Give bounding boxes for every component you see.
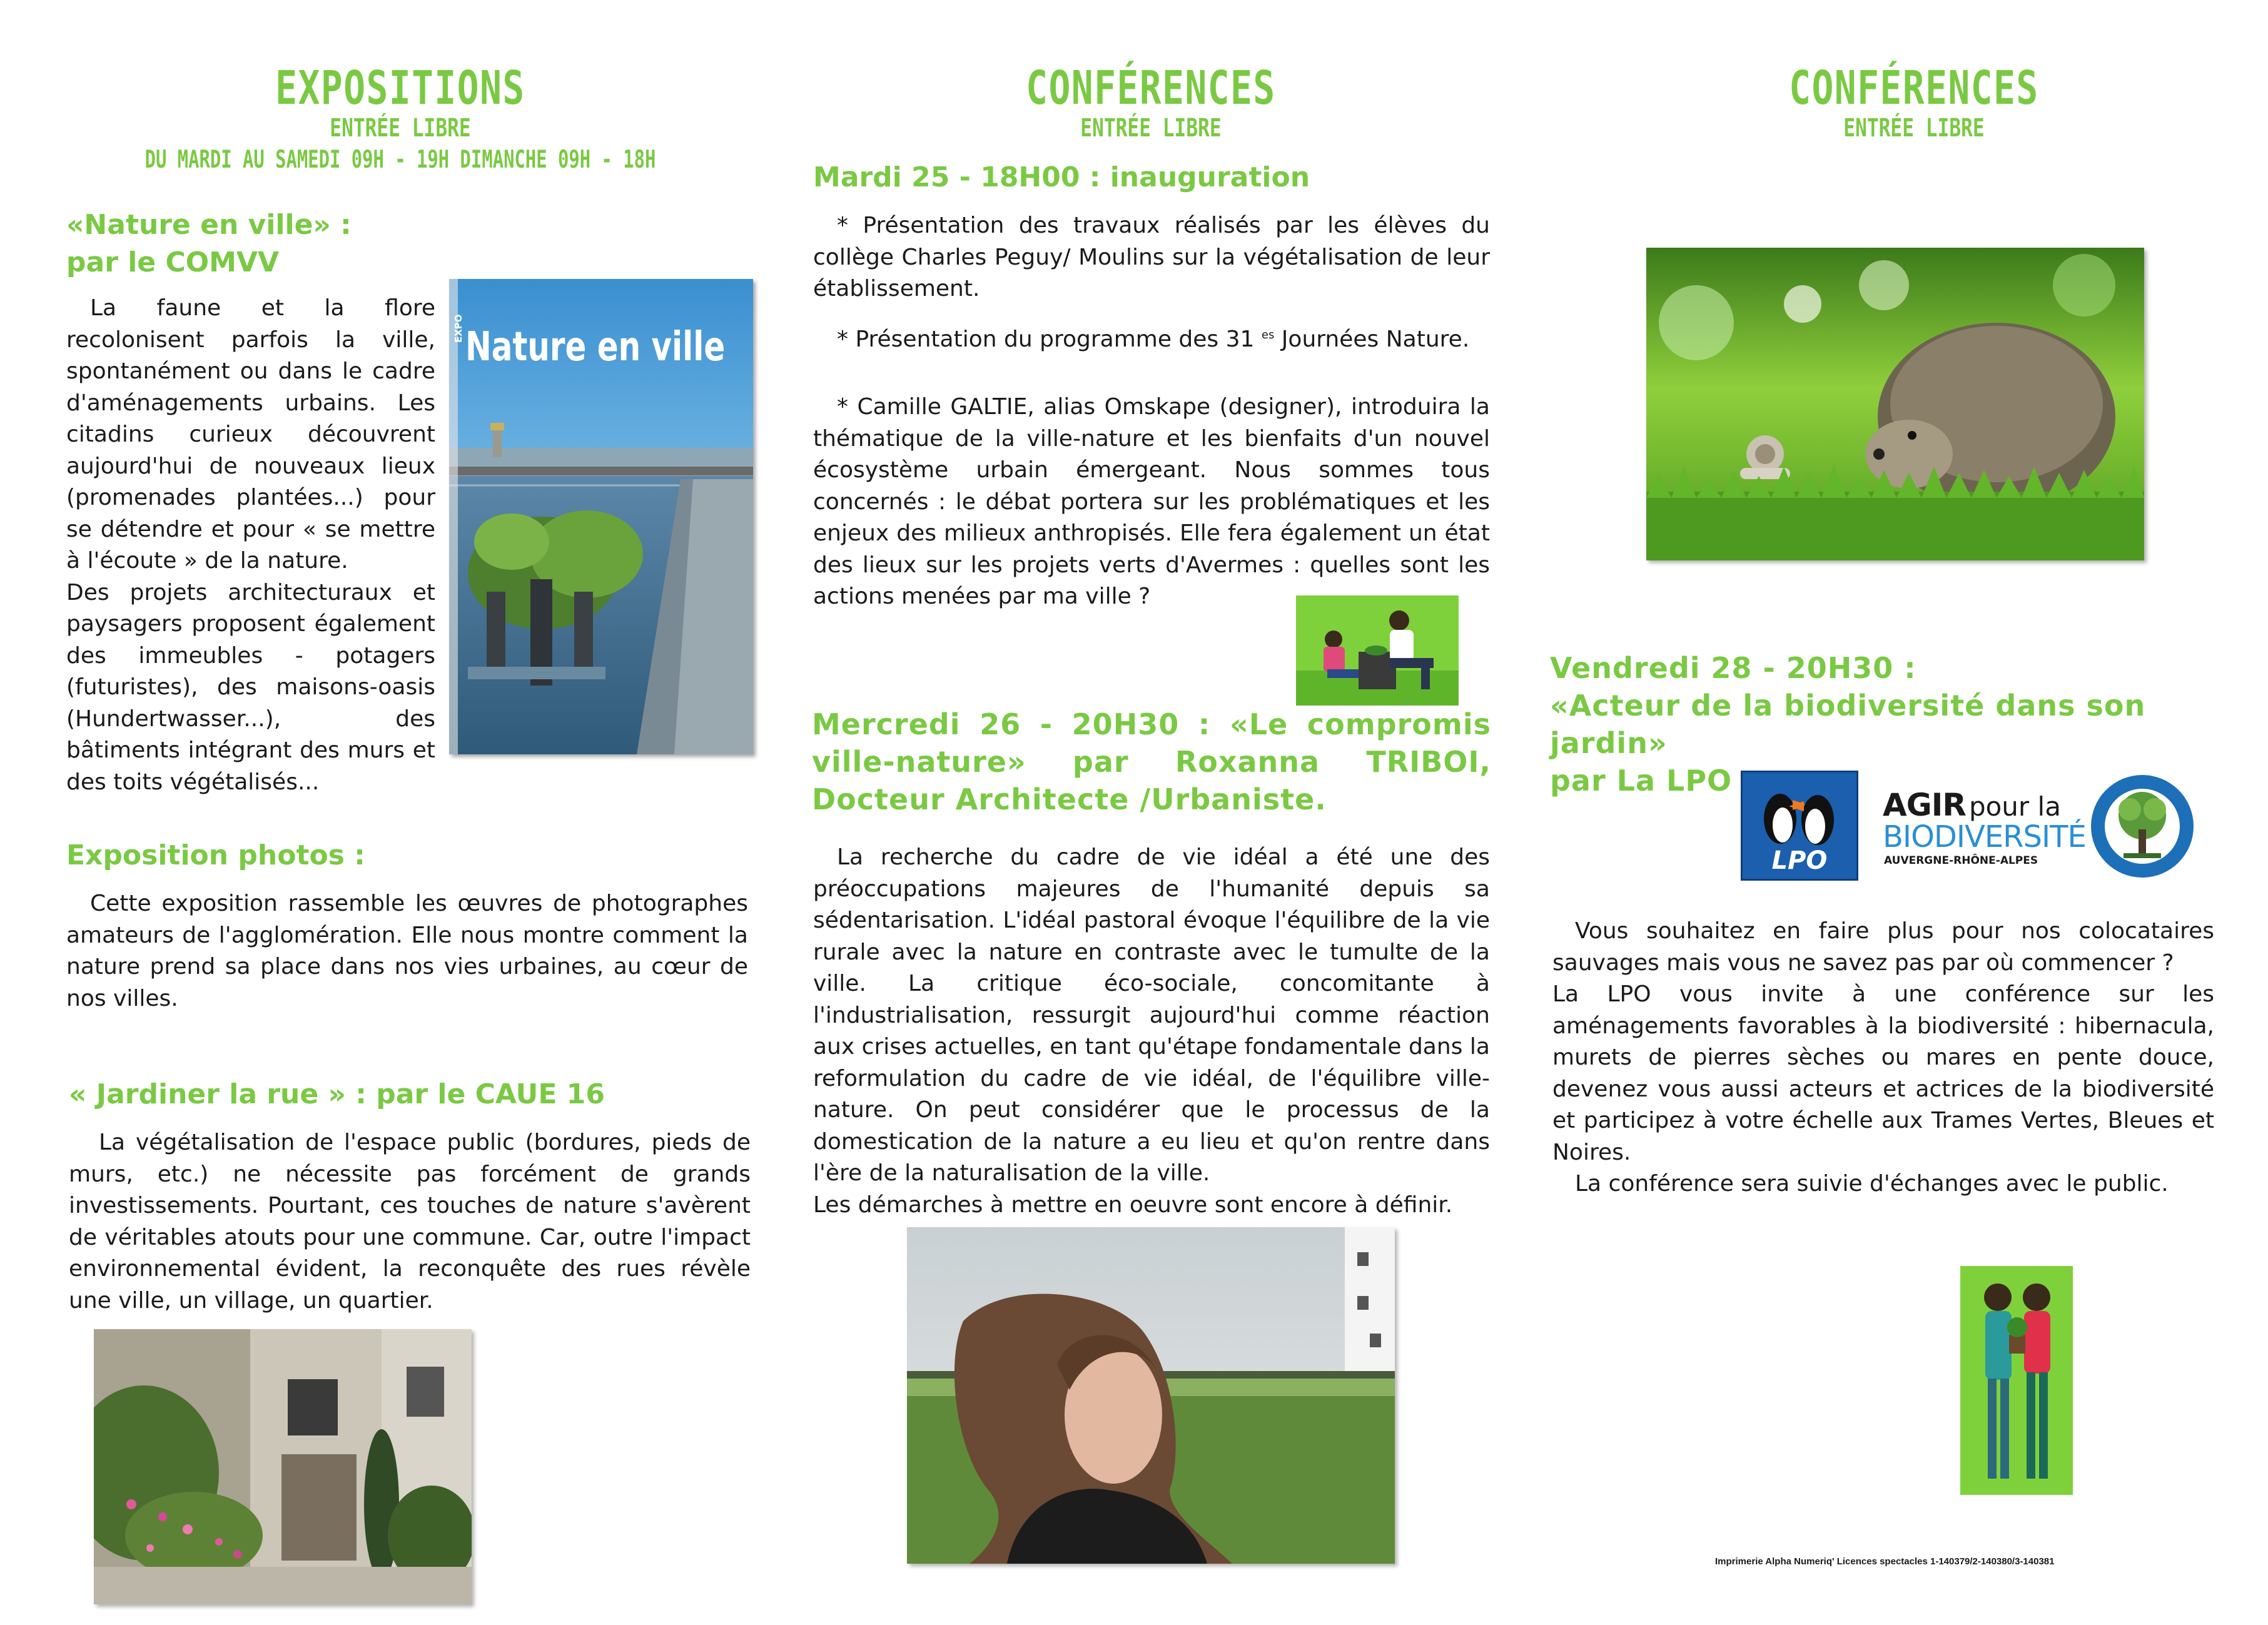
hedgehog-illustration (1646, 248, 2144, 560)
street-garden-illustration (94, 1329, 472, 1604)
lpo-logo (1741, 771, 1858, 881)
vendredi-text-2: La LPO vous invite à une conférence sur les aménagements favorables à la biodiversité : hibernacula, murets de pierres sèches ou mares en pente douce, devenez vous aussi acteurs et actrices de la biodiversité et participez à votre échelle aux Trames Vertes, Bleues et Noires. (1552, 981, 2214, 1165)
expositions-subtitle: ENTRÉE LIBRE (330, 114, 471, 143)
jardiner-la-rue-photo (94, 1329, 472, 1604)
bullet-camille-galtie: * Camille GALTIE, alias Omskape (designer), introduira la thématique de la ville-nature et les bienfaits d'un nouvel écosystème urbain émergeant. Nous sommes tous concernés : le débat portera sur les problématiques et les enjeux des milieux anthropisés. Elle fera également un état des lieux sur les projets verts d'Avermes : quelles sont les actions menées par ma ville ? (813, 394, 1490, 609)
lpo-logo-text: LPO (1771, 846, 1828, 875)
mercredi-text-conclusion: Les démarches à mettre en oeuvre sont encore à définir. (813, 1192, 1453, 1218)
plant-sharing-illustration (1960, 1266, 2073, 1495)
expositions-hours: DU MARDI AU SAMEDI 09H - 19H DIMANCHE 09H - 18H (144, 146, 656, 174)
vendredi-text-1: Vous souhaitez en faire plus pour nos colocataires sauvages mais vous ne savez pas par où commencer ? (1552, 918, 2214, 976)
vendredi-text-3: La conférence sera suivie d'échanges avec le public. (1575, 1171, 2169, 1197)
bullet-programme-part-a: * Présentation du programme des 31 (837, 327, 1255, 352)
tree-seal-logo (2089, 773, 2195, 879)
portrait-illustration (907, 1227, 1395, 1564)
biodiversite-word: BIODIVERSITÉ (1883, 819, 2086, 854)
hedgehog-photo (1646, 248, 2144, 560)
conferences-title-col2: CONFÉRENCES (1026, 61, 1276, 115)
expositions-title: EXPOSITIONS (275, 61, 525, 115)
printer-credit: Imprimerie Alpha Numeriq' Licences spectacles 1-140379/2-140380/3-140381 (1715, 1556, 2055, 1567)
nature-en-ville-paragraph-2: Des projets architecturaux et paysagers proposent également des immeubles - potagers (futuristes), des maisons-oasis (Hundertwasser...), des bâtiments intégrant des murs et des toits végétalisés... (66, 579, 435, 795)
poster-title: Nature en ville (465, 324, 726, 370)
conferences-subtitle-col2: ENTRÉE LIBRE (1080, 114, 1222, 143)
poster-expo-label: EXPO (453, 314, 464, 343)
tree-seal-icon (2089, 773, 2195, 879)
bullet-presentation-programme (813, 320, 1490, 356)
bullet-presentation-travaux: * Présentation des travaux réalisés par les élèves du collège Charles Peguy/ Moulins sur la végétalisation de leur établissement. (813, 213, 1490, 301)
mercredi-text: La recherche du cadre de vie idéal a été une des préoccupations majeures de l'humanité depuis sa sédentarisation. L'idéal pastoral évoque l'équilibre de la vie rurale avec la nature en contraste avec le tumulte de la ville. La critique éco-sociale, concomitante à l'industrialisation, ressurgit aujourd'hui comme réaction aux crises actuelles, en tant qu'étape fondamentale dans la reformulation du cadre de vie idéal, de l'équilibre ville-nature. On peut considérer que le processus de la domestication de la nature a eu lieu et qu'on rentre dans l'ère de la naturalisation de la ville. (813, 844, 1490, 1186)
vendredi-heading-line2: «Acteur de la biodiversité dans son jardin» (1550, 689, 2146, 760)
conferences-title-col3: CONFÉRENCES (1789, 61, 2039, 115)
jardiner-la-rue-heading: « Jardiner la rue » : par le CAUE 16 (69, 1078, 605, 1110)
bullet-programme-superscript: es (1261, 328, 1275, 342)
mardi-heading: Mardi 25 - 18H00 : inauguration (813, 161, 1310, 193)
puffin-icon (1743, 775, 1856, 850)
nature-en-ville-heading (66, 206, 504, 281)
bullet-programme-part-b: Journées Nature. (1281, 327, 1470, 352)
agir-word: AGIR (1883, 787, 1966, 823)
conferences-subtitle-col3: ENTRÉE LIBRE (1843, 114, 1985, 143)
agir-biodiversite-logo (1883, 787, 2086, 874)
nature-en-ville-paragraph-1: La faune et la flore recolonisent parfois la ville, spontanément ou dans le cadre d'aménagements urbains. Les citadins curieux découvrent aujourd'hui de nouveaux lieux (promenades plantées...) pour se détendre et pour « se mettre à l'écoute » de la nature. (66, 295, 435, 574)
pour-la-word: pour la (1968, 791, 2061, 822)
region-word: AUVERGNE-RHÔNE-ALPES (1884, 854, 2038, 867)
vendredi-heading-line1: Vendredi 28 - 20H30 : (1550, 651, 1916, 685)
women-plant-clipart (1960, 1266, 2073, 1495)
mercredi-heading: Mercredi 26 - 20H30 : «Le compromis ville-nature» par Roxanna TRIBOI, Docteur Architecte /Urbaniste. (812, 707, 1491, 816)
gardening-illustration (1296, 595, 1459, 706)
exposition-photos-text: Cette exposition rassemble les œuvres de photographes amateurs de l'agglomération. Elle nous montre comment la nature prend sa place dans nos vies urbaines, au cœur de nos villes. (66, 891, 748, 1011)
jardiner-la-rue-text: La végétalisation de l'espace public (bordures, pieds de murs, etc.) ne nécessite pas forcément de grands investissements. Pourtant, ces touches de nature s'avèrent de véritables atouts pour une commune. Car, outre l'impact environnemental évident, la reconquête des rues révèle une ville, un village, un quartier. (69, 1130, 751, 1314)
nature-en-ville-line1: «Nature en ville» : (66, 209, 352, 241)
vendredi-heading-line3: par La LPO (1550, 764, 1733, 797)
nature-en-ville-text (66, 293, 435, 798)
speaker-portrait-photo (907, 1227, 1395, 1564)
nature-en-ville-poster (449, 279, 753, 754)
agir-logo-line1 (1883, 787, 2061, 823)
nature-en-ville-line2: par le COMVV (66, 246, 280, 278)
exposition-photos-heading: Exposition photos : (66, 839, 365, 871)
gardening-clipart (1296, 595, 1459, 706)
